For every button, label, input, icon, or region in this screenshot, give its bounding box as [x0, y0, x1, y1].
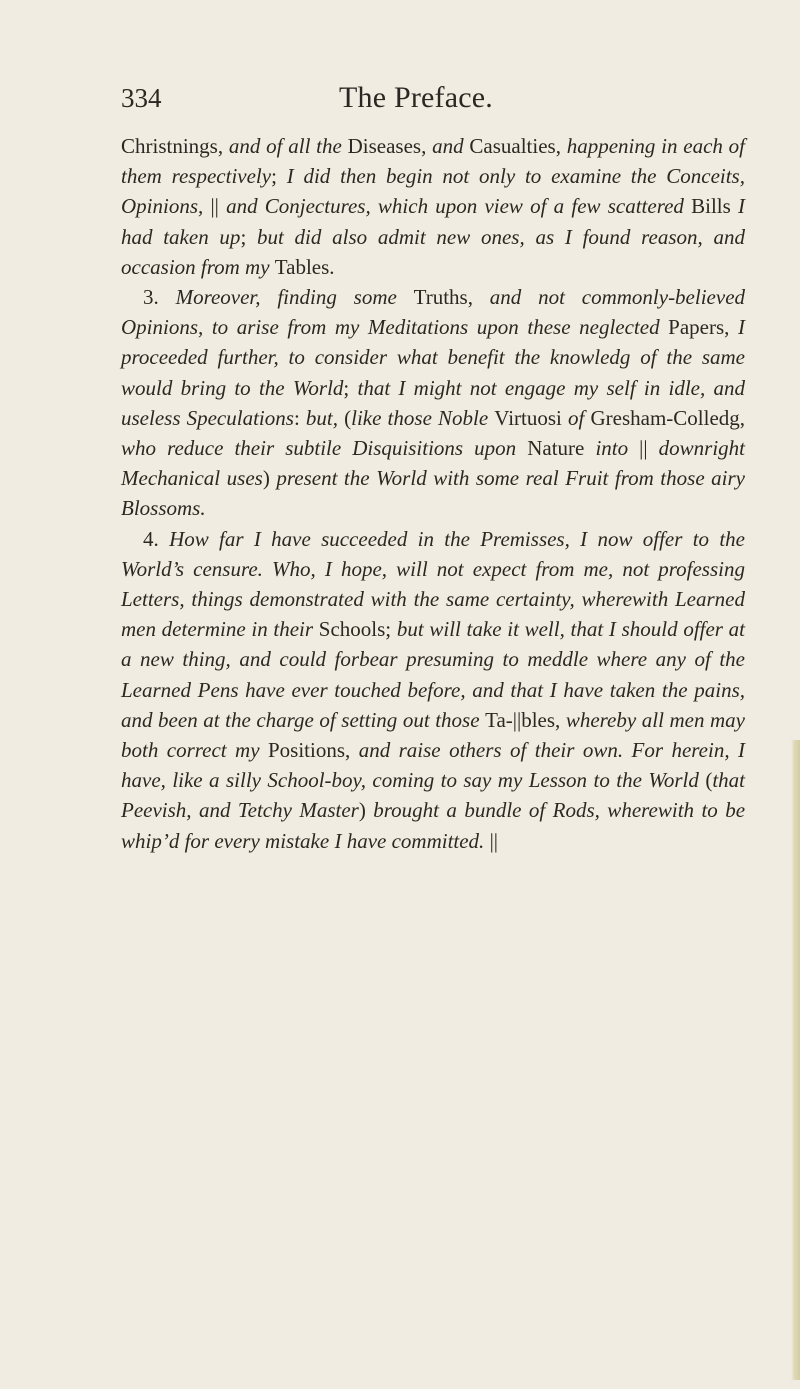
text-run: Moreover, finding some	[175, 285, 414, 310]
text-run: :	[293, 405, 306, 430]
text-run: ;	[271, 164, 287, 189]
page-edge-shadow	[791, 740, 800, 1380]
text-run: and of all the	[228, 134, 348, 158]
text-run: present the World with some real Fruit from those airy Blossoms.	[121, 466, 745, 521]
paragraph	[121, 524, 745, 856]
text-run: 3.	[143, 285, 176, 310]
text-run: and	[432, 134, 470, 158]
text-run: Diseases,	[347, 134, 433, 158]
text-run: Bills	[691, 194, 738, 219]
text-run: I had taken up	[121, 194, 745, 249]
text-run: but did also admit new ones, as I found reason, and occasion from my	[121, 224, 745, 279]
text-run: (	[705, 768, 713, 793]
text-run: happening in each of them respectively	[121, 134, 746, 189]
text-run: Nature	[527, 436, 596, 461]
text-run: who reduce their subtile Disquisitions upon	[121, 436, 528, 461]
text-run: and Conjectures, which upon view of a few scattered	[226, 194, 692, 219]
text-run: Casualties,	[469, 134, 567, 158]
text-run: Truths,	[413, 285, 490, 310]
text-run: into	[595, 436, 640, 461]
paragraph	[121, 131, 745, 282]
text-run: downright Mechanical uses	[121, 436, 745, 491]
text-run: Virtuosi	[494, 405, 568, 430]
running-title: The Preface.	[339, 81, 493, 114]
text-run: Christnings,	[121, 134, 229, 158]
text-run: and not commonly-believed Opinions, to arise from my Meditations upon these neglected	[121, 285, 746, 340]
paragraph	[121, 282, 745, 524]
text-run: Schools;	[318, 617, 397, 642]
text-run: )	[262, 466, 277, 491]
text-run: 4.	[143, 526, 170, 551]
text-run: of	[568, 405, 591, 430]
text-run: ;	[343, 375, 358, 400]
text-run: I proceeded further, to consider what benefit the knowledg of the same would bring to the World	[121, 315, 745, 400]
text-run: Positions,	[267, 738, 359, 763]
text-run: that I might not engage my self in idle, and useless Speculations	[121, 375, 745, 430]
text-run: )	[358, 798, 374, 823]
body-text	[121, 131, 745, 856]
text-run: Tables.	[274, 254, 335, 279]
text-run: Ta-||bles,	[485, 707, 566, 732]
text-run: that Peevish, and Tetchy Master	[121, 768, 745, 823]
page-number: 334	[121, 83, 162, 113]
text-run: (	[344, 405, 352, 430]
text-run: ;	[240, 224, 257, 249]
text-run: brought a bundle of Rods, wherewith to be whip’d for every mistake I have committed.	[121, 798, 746, 853]
text-run: but,	[305, 405, 345, 430]
text-run: but will take it well, that I should offer at a new thing, and could forbear presuming to meddle where any of the Learned Pens have ever touched before, and that I have taken the pains, and been at the charge of setting out those	[121, 617, 746, 732]
text-run: Papers,	[668, 315, 738, 340]
text-run: I did then begin not only to examine the Conceits, Opinions,	[121, 164, 745, 219]
text-run: whereby all men may both correct my	[121, 707, 745, 763]
text-run: ||	[210, 194, 227, 219]
text-run: like those Noble	[351, 405, 495, 430]
text-run: How far I have succeeded in the Premisses, I now offer to the World’s censure. Who, I hope, will not expect from me, not professing Letters, things demonstrated with the same certainty, wherewith Learned men determine in their	[121, 526, 746, 642]
text-run: ||	[639, 436, 659, 461]
text-run: Gresham-Colledg,	[590, 405, 746, 430]
text-run: ||	[489, 828, 498, 853]
text-run: and raise others of their own. For herein, I have, like a silly School-boy, coming to say my Lesson to the World	[121, 738, 746, 793]
